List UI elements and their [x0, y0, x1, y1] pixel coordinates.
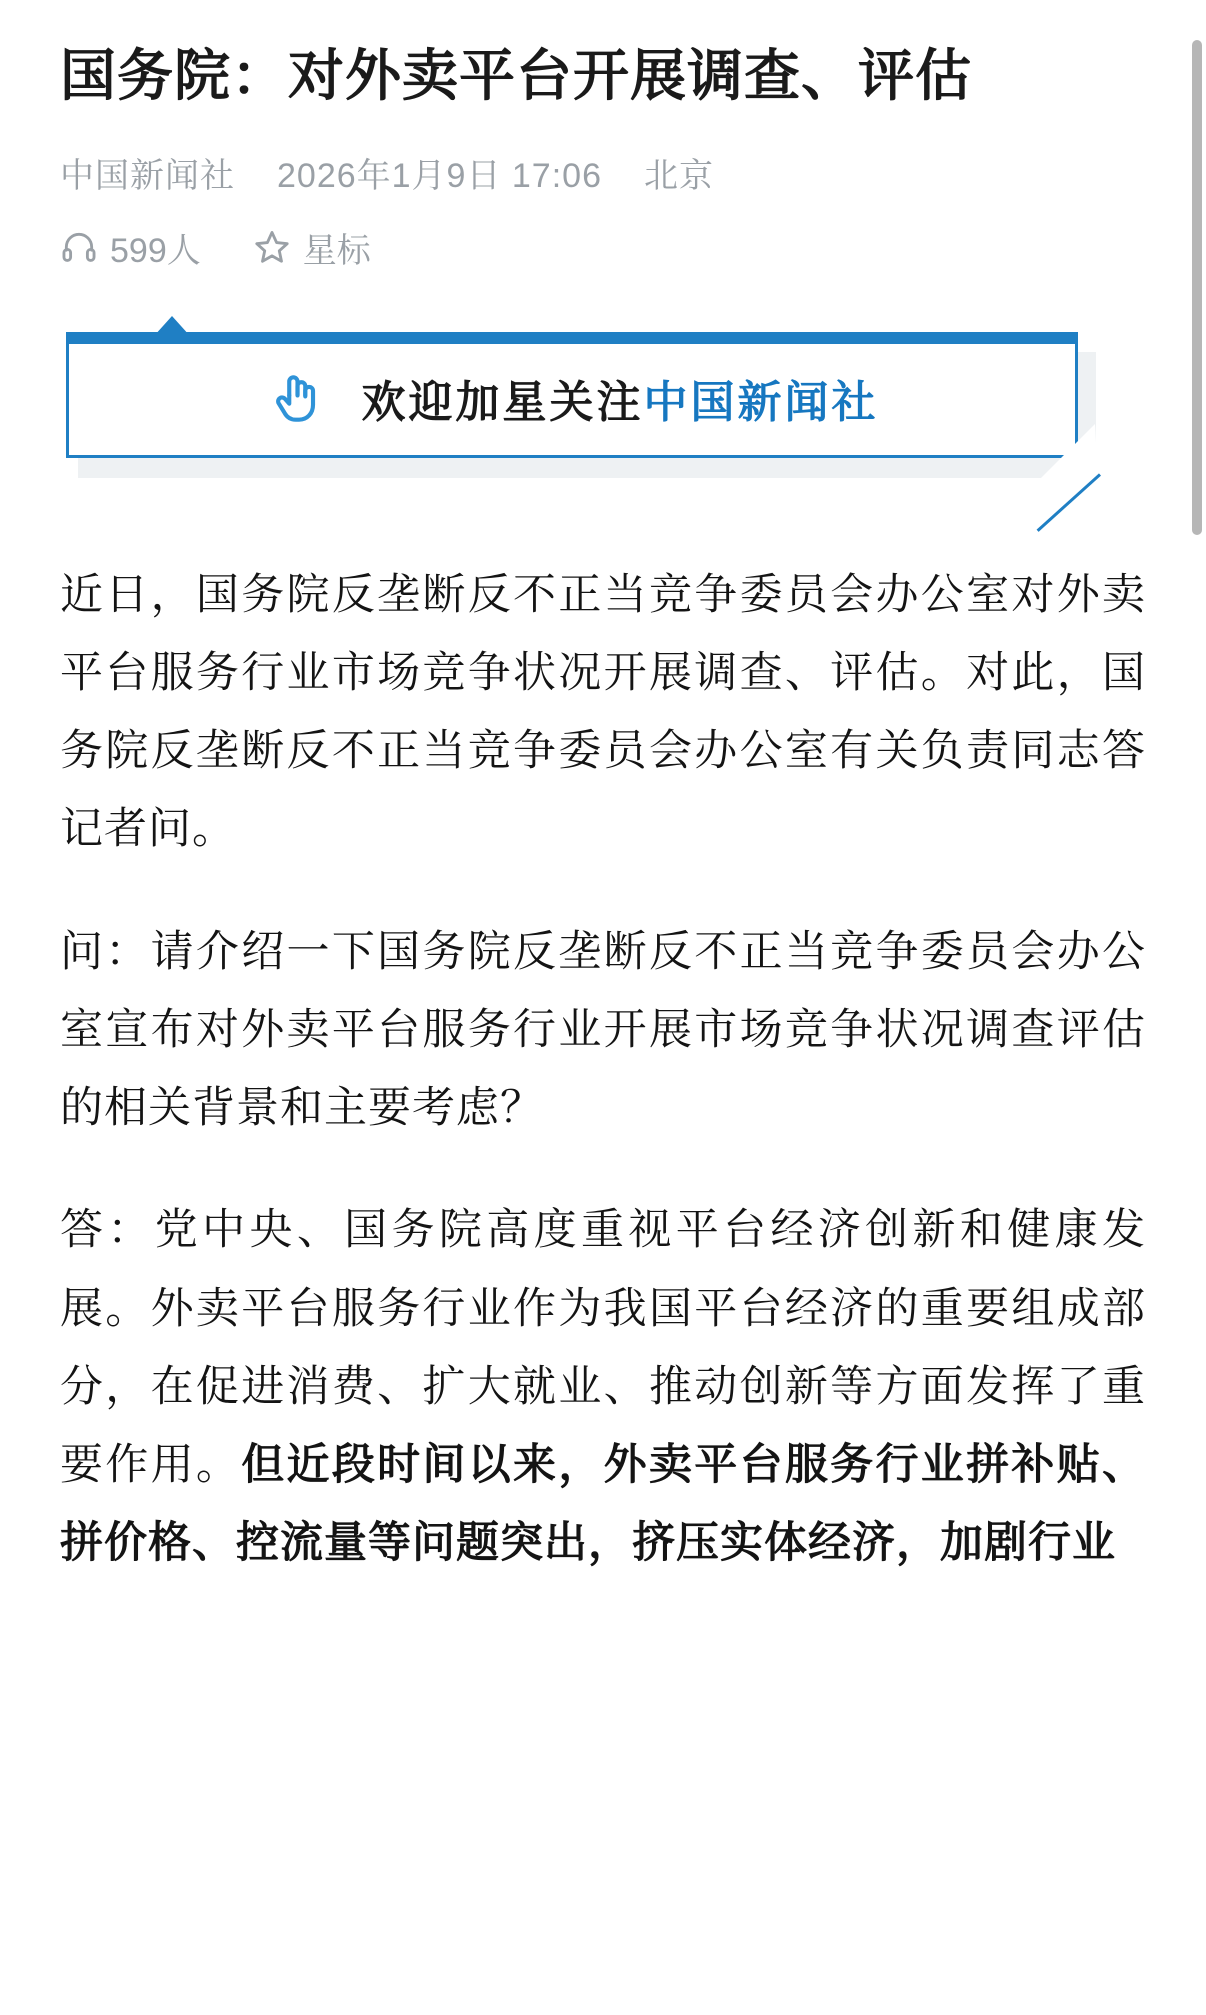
- scrollbar-thumb[interactable]: [1192, 40, 1202, 535]
- article-stats: [60, 223, 1146, 272]
- follow-banner[interactable]: [66, 338, 1096, 478]
- listen-count-label: 599人: [110, 231, 201, 270]
- paragraph-1: 近日，国务院反垄断反不正当竞争委员会办公室对外卖平台服务行业市场竞争状况开展调查、评估。对此，国务院反垄断反不正当竞争委员会办公室有关负责同志答记者问。: [60, 570, 1146, 854]
- page-title: 国务院：对外卖平台开展调查、评估: [60, 44, 972, 107]
- banner-notch-icon: [154, 316, 190, 336]
- paragraph-3: [60, 1191, 1146, 1582]
- banner-text-plain: 欢迎加星关注: [361, 377, 644, 427]
- star-button[interactable]: [253, 223, 371, 272]
- star-label: 星标: [302, 231, 371, 270]
- paragraph-3-lead: 答：党中央、国务院高度重视平台经济创新和健康发展。外卖平台服务行业作为我国平台经济的重要组成部分，在促进消费、扩大就业、推动创新等方面发挥了重要作用。: [60, 1206, 1146, 1490]
- article-meta: [60, 148, 1146, 197]
- paragraph-2: 问：请介绍一下国务院反垄断反不正当竞争委员会办公室宣布对外卖平台服务行业开展市场竞争状况调查评估的相关背景和主要考虑？: [60, 927, 1146, 1133]
- article-body: [60, 556, 1146, 1583]
- meta-datetime: 2026年1月9日 17:06: [277, 156, 602, 195]
- star-outline-icon: [253, 228, 291, 266]
- banner-content: [66, 338, 1078, 458]
- article-page: [0, 40, 1206, 2015]
- banner-text: [362, 366, 879, 430]
- meta-location: 北京: [643, 156, 714, 195]
- listen-count[interactable]: [60, 223, 201, 272]
- banner-corner-line: [1037, 473, 1101, 531]
- banner-text-highlight: 中国新闻社: [643, 377, 879, 427]
- pointing-hand-icon: [266, 367, 328, 429]
- meta-source: 中国新闻社: [60, 156, 235, 195]
- paragraph-3-emphasis: 但近段时间以来，外卖平台服务行业拼补贴、拼价格、控流量等问题突出，挤压实体经济，加剧行业: [60, 1441, 1147, 1568]
- headphones-icon: [60, 228, 98, 266]
